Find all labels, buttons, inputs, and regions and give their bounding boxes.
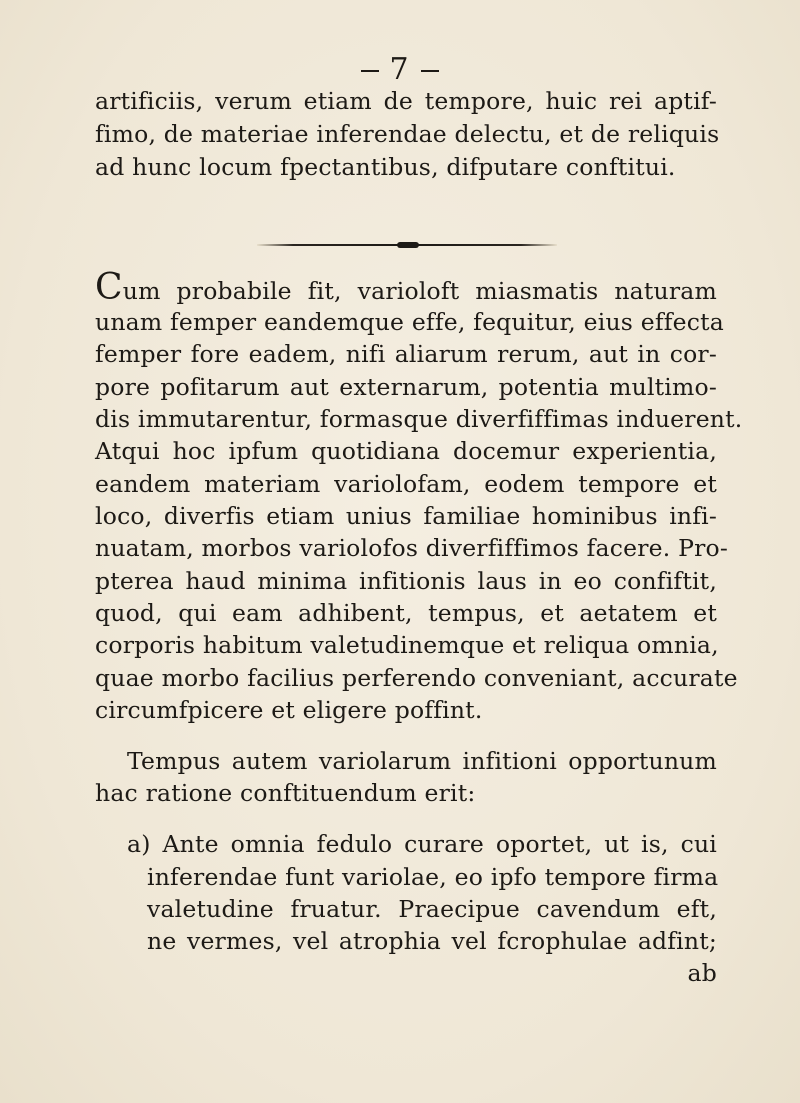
text-line: Atqui hoc ipfum quotidiana docemur experientia, <box>95 437 717 465</box>
header-dash-left <box>361 70 379 72</box>
text-line: quae morbo facilius perferendo conveniant, accurate <box>95 664 738 692</box>
text-line: Tempus autem variolarum infitioni opportunum <box>127 747 717 775</box>
list-item-a-line: inferendae funt variolae, eo ipfo tempore firma <box>147 863 719 891</box>
text-line: corporis habitum valetudinemque et reliqua omnia, <box>95 631 719 659</box>
page-number: 7 <box>389 52 411 87</box>
list-item-a-line: valetudine fruatur. Praecipue cavendum eft, <box>147 895 717 923</box>
text-line: unam femper eandemque effe, fequitur, eius effecta <box>95 308 724 336</box>
paragraph-first-line <box>95 267 717 308</box>
text-line: nuatam, morbos variolofos diverfiffimos facere. Pro- <box>95 534 729 562</box>
text-line: femper fore eadem, nifi aliarum rerum, aut in cor- <box>95 340 717 368</box>
initial-letter: C <box>95 267 123 308</box>
text-line: pore pofitarum aut externarum, potentia multimo- <box>95 373 717 401</box>
text-line: circumfpicere et eligere poffint. <box>95 696 483 724</box>
text-line: ad hunc locum fpectantibus, difputare conftitui. <box>95 153 676 181</box>
text-line: artificiis, verum etiam de tempore, huic rei aptif- <box>95 87 717 115</box>
first-line-text: um probabile fit, varioloft miasmatis naturam <box>122 277 717 305</box>
page-number-header <box>0 52 800 87</box>
text-line: loco, diverfis etiam unius familiae hominibus infi- <box>95 502 717 530</box>
catchword: ab <box>687 959 717 987</box>
ornamental-divider <box>257 243 557 247</box>
list-item-a-line: ne vermes, vel atrophia vel fcrophulae adfint; <box>147 927 717 955</box>
text-line: quod, qui eam adhibent, tempus, et aetatem et <box>95 599 717 627</box>
text-line: eandem materiam variolofam, eodem tempore et <box>95 470 717 498</box>
header-dash-right <box>421 70 439 72</box>
text-line: fimo, de materiae inferendae delectu, et de reliquis <box>95 120 720 148</box>
text-line: hac ratione conftituendum erit: <box>95 779 476 807</box>
divider-ornament <box>397 242 419 248</box>
list-item-a-line: a) Ante omnia fedulo curare oportet, ut is, cui <box>127 830 717 858</box>
text-line: dis immutarentur, formasque diverfiffimas induerent. <box>95 405 743 433</box>
text-line: pterea haud minima infitionis laus in eo confiftit, <box>95 567 717 595</box>
